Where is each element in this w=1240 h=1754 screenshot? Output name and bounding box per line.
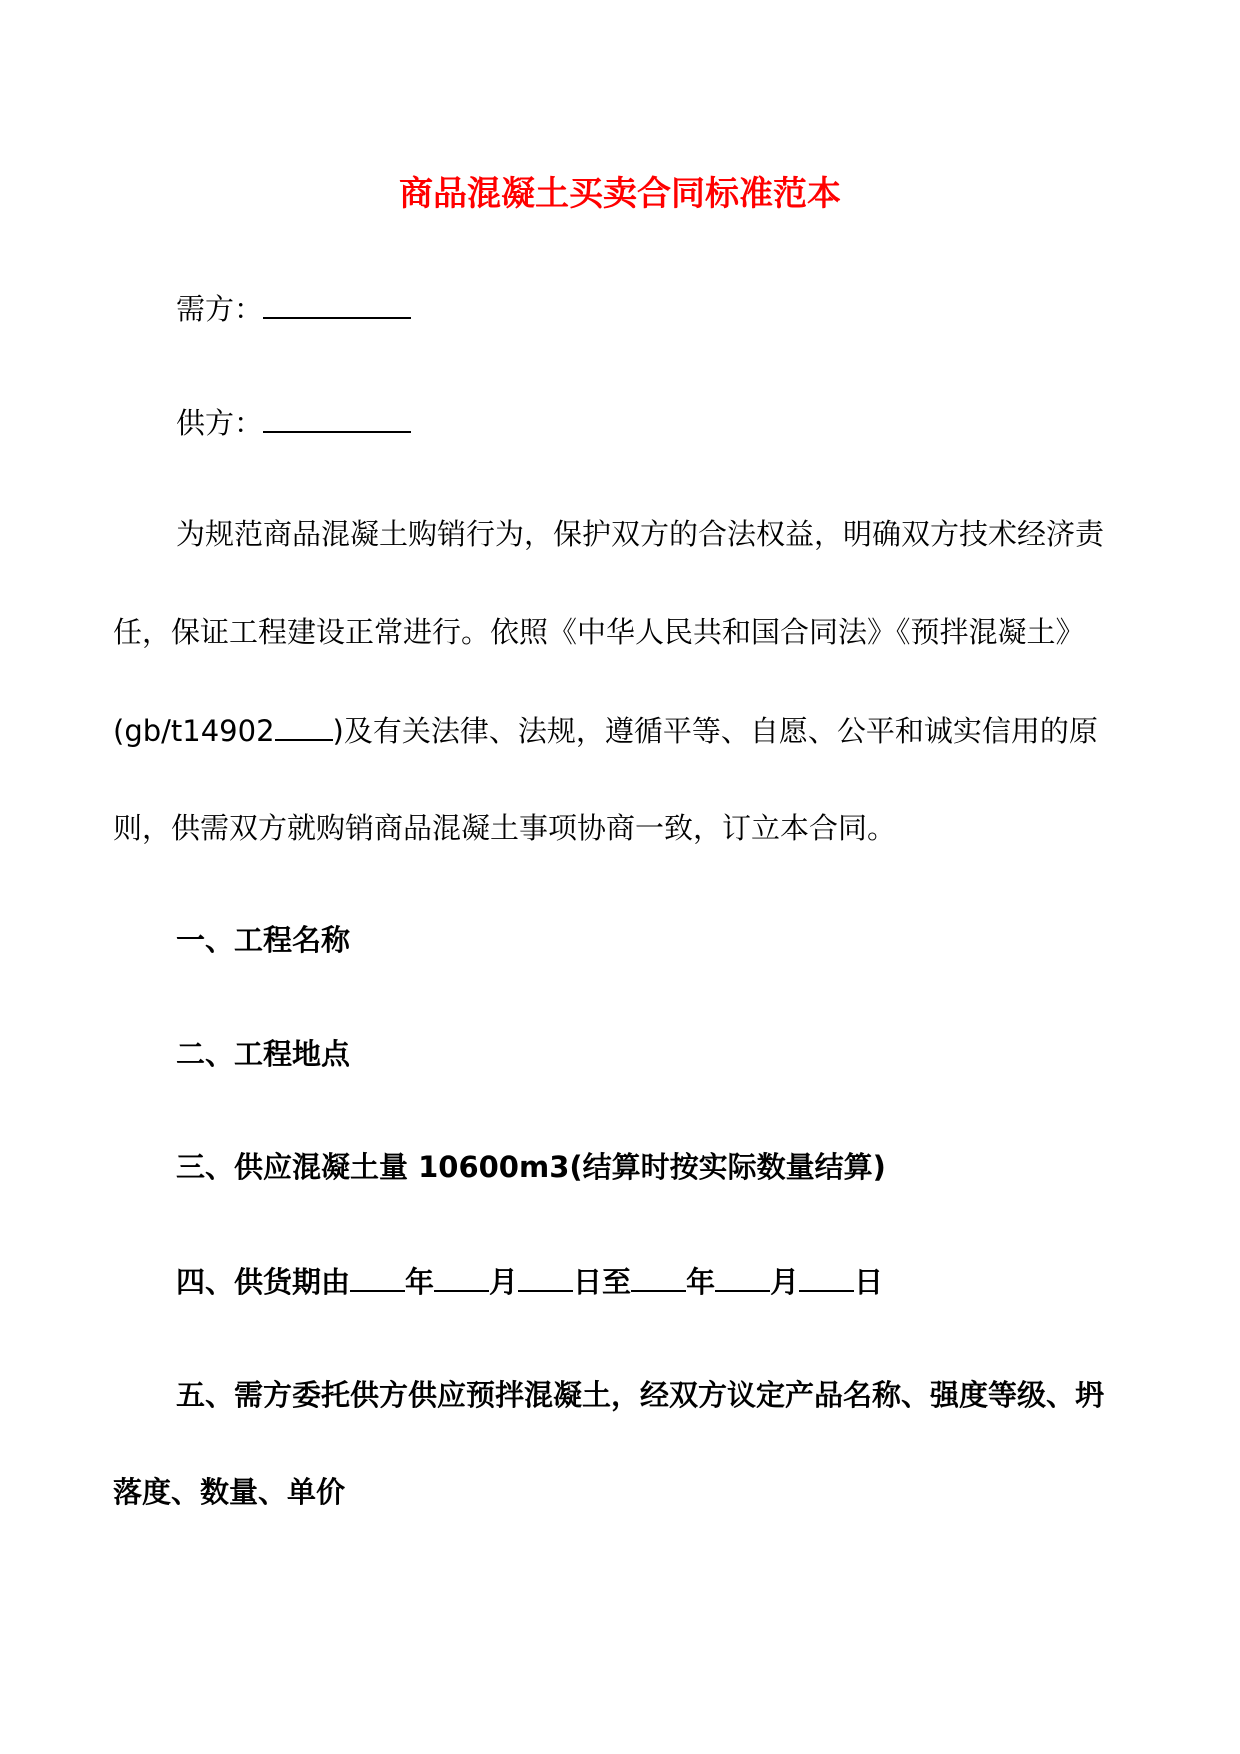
end-year-label: 年	[686, 1265, 716, 1299]
start-day-to-label: 日至	[573, 1265, 632, 1299]
buyer-label: 需方：	[176, 292, 264, 326]
section-3-heading: 三、供应混凝土量 10600m3(结算时按实际数量结算)	[176, 1150, 886, 1184]
intro-line-4: 则，供需双方就购销商品混凝土事项协商一致，订立本合同。	[113, 811, 897, 845]
intro-line-1: 为规范商品混凝土购销行为，保护双方的合法权益，明确双方技术经济责	[176, 517, 1105, 551]
section-1-heading: 一、工程名称	[176, 923, 351, 957]
end-month-label: 月	[770, 1265, 800, 1299]
start-month-label: 月	[489, 1265, 519, 1299]
document-title: 商品混凝土买卖合同标准范本	[399, 174, 841, 214]
standard-year-blank	[275, 710, 333, 741]
supplier-field	[176, 402, 1186, 443]
buyer-blank	[263, 288, 411, 319]
start-year-blank	[350, 1261, 405, 1292]
intro-line-3	[113, 710, 1123, 751]
intro-line-2: 任，保证工程建设正常进行。依照《中华人民共和国合同法》《预拌混凝土》	[113, 615, 1085, 649]
buyer-field	[176, 288, 1186, 329]
start-month-blank	[434, 1261, 489, 1292]
section-4-prefix: 四、供货期由	[176, 1265, 351, 1299]
section-5-heading-line-2: 落度、数量、单价	[113, 1475, 346, 1509]
end-day-blank	[799, 1261, 854, 1292]
section-5-heading-line-1: 五、需方委托供方供应预拌混凝土，经双方议定产品名称、强度等级、坍	[176, 1378, 1105, 1412]
end-day-label: 日	[854, 1265, 884, 1299]
end-month-blank	[715, 1261, 770, 1292]
start-year-label: 年	[405, 1265, 435, 1299]
start-day-blank	[518, 1261, 573, 1292]
section-2-heading: 二、工程地点	[176, 1037, 351, 1071]
supplier-blank	[263, 402, 411, 433]
intro-line-3-rest: )及有关法律、法规，遵循平等、自愿、公平和诚实信用的原	[332, 714, 1098, 748]
standard-code: (gb/t14902	[113, 714, 275, 748]
supplier-label: 供方：	[176, 406, 264, 440]
section-4-heading	[176, 1261, 1186, 1302]
end-year-blank	[631, 1261, 686, 1292]
